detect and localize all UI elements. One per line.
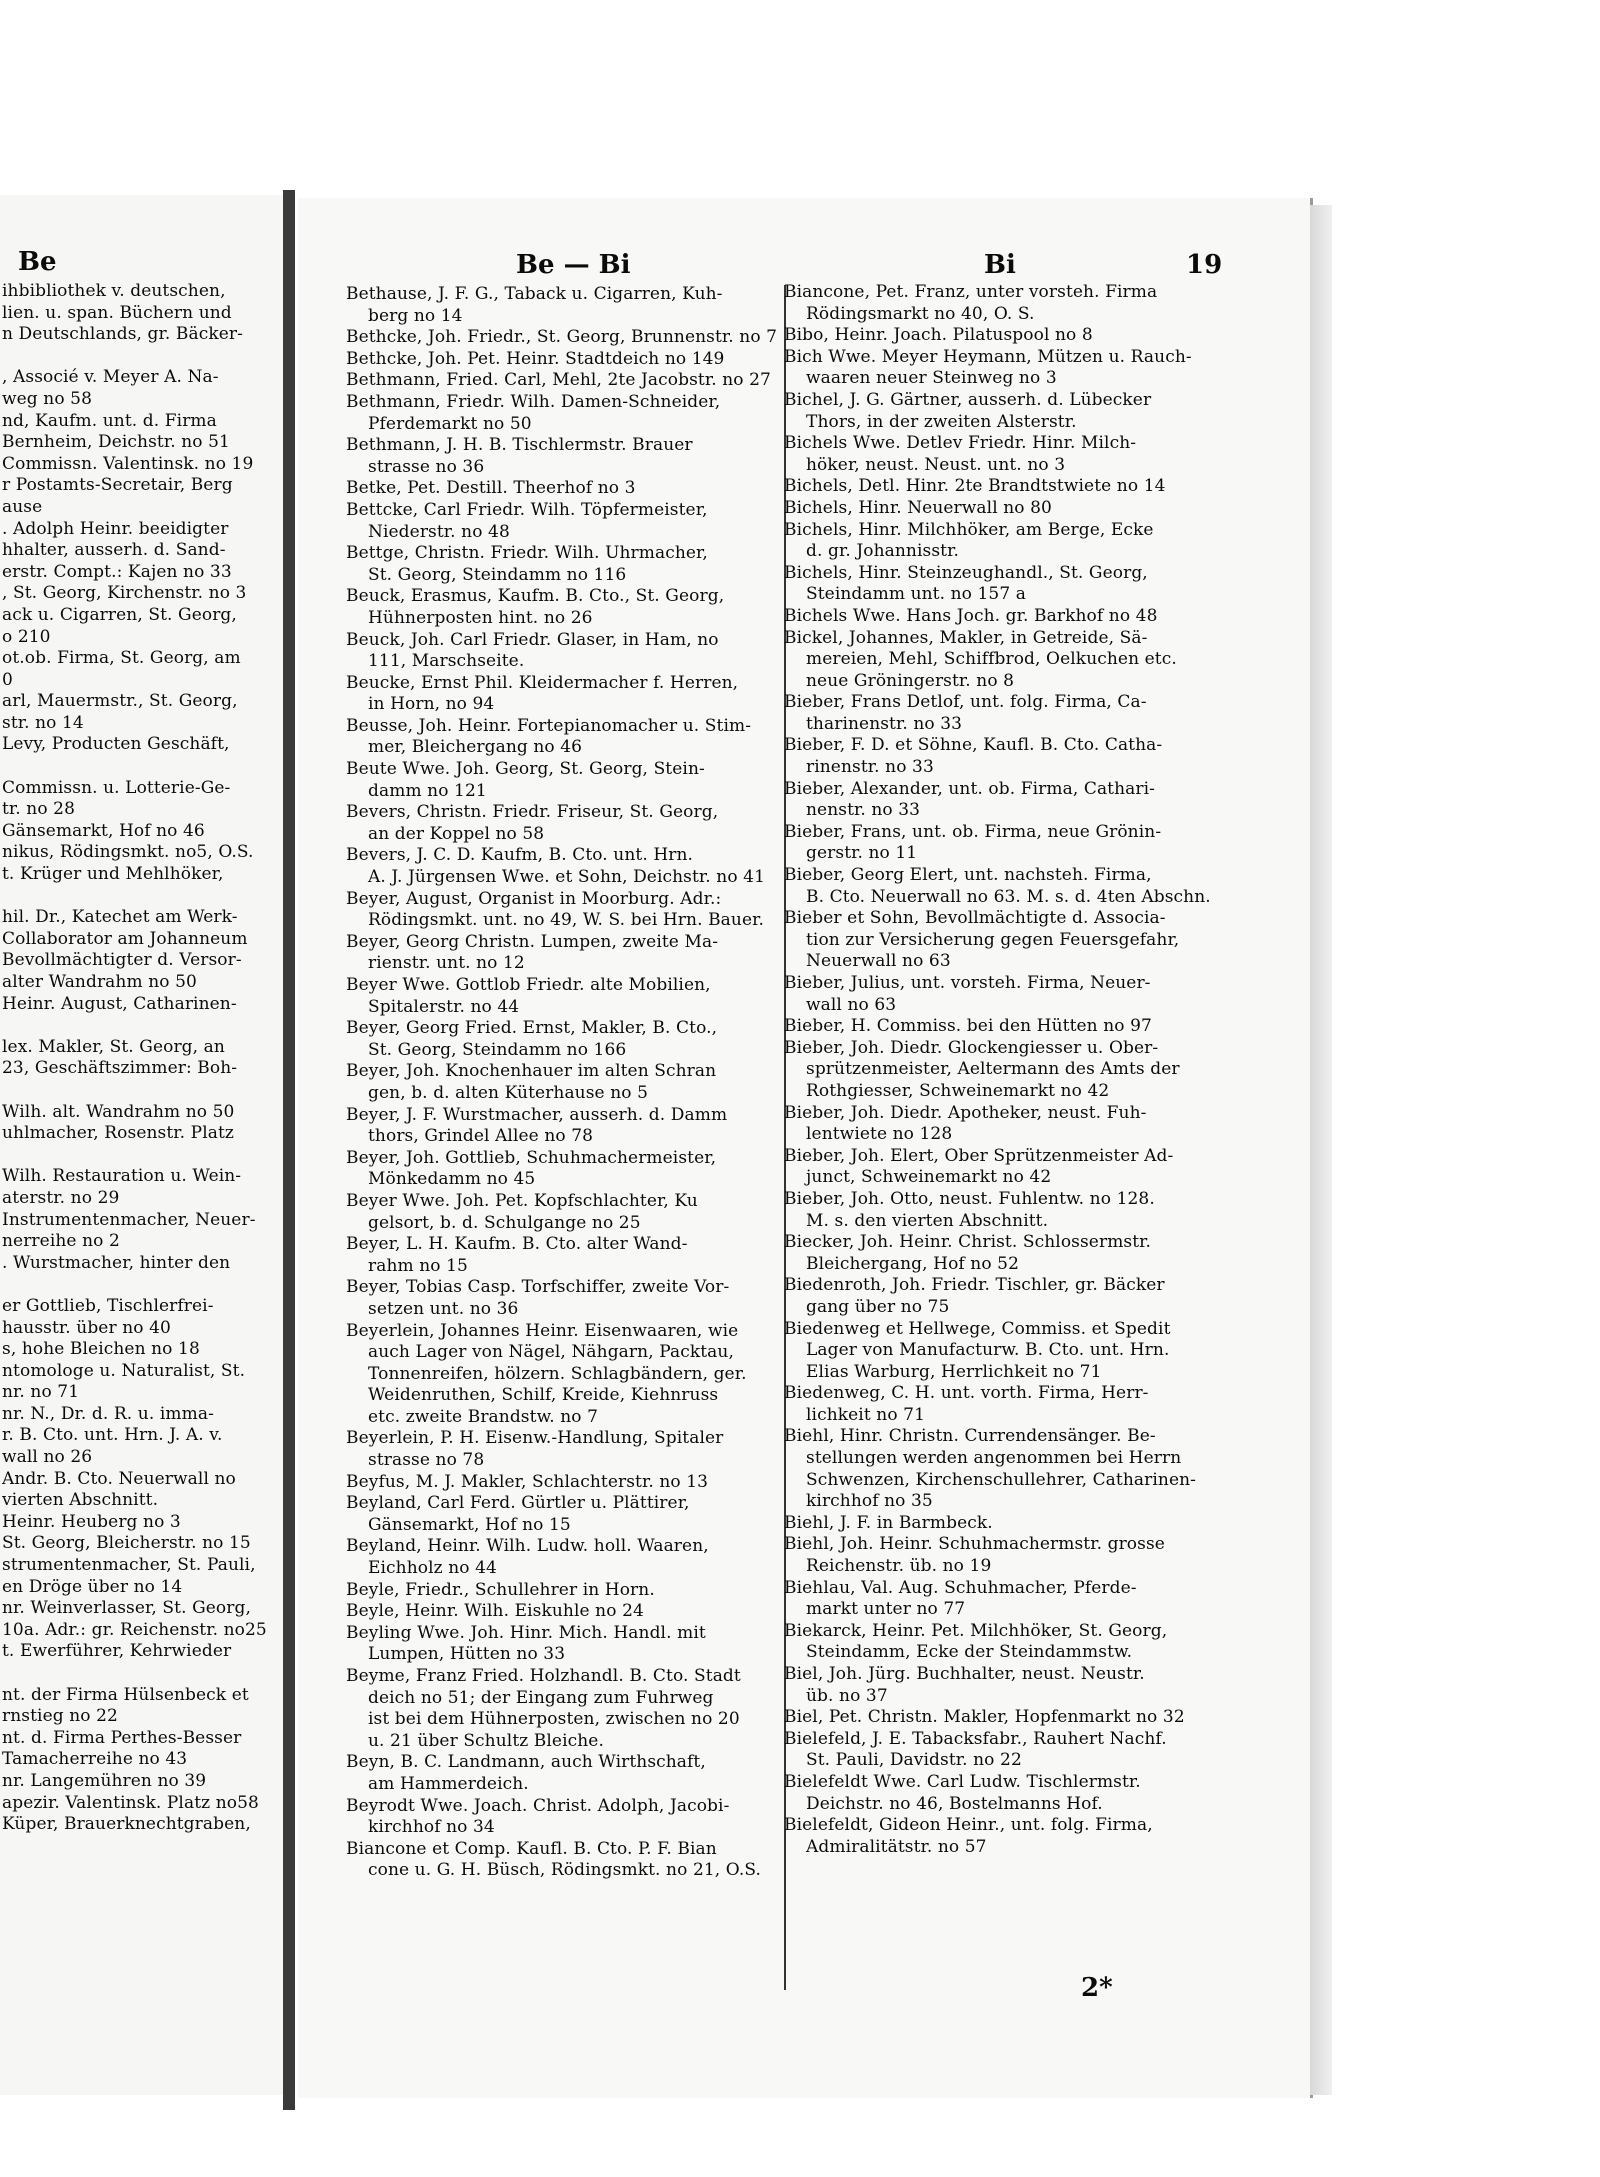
directory-entry-line: Bernheim, Deichstr. no 51 <box>2 432 230 453</box>
directory-entry-line: St. Georg, Steindamm no 116 <box>368 564 627 585</box>
directory-entry-line: Pferdemarkt no 50 <box>368 413 532 434</box>
directory-entry-line: 10a. Adr.: gr. Reichenstr. no25 <box>2 1619 267 1640</box>
directory-entry-line: Bieber, Georg Elert, unt. nachsteh. Firma, <box>784 865 1152 886</box>
directory-entry-line: waaren neuer Steinweg no 3 <box>806 368 1057 389</box>
directory-entry-line: weg no 58 <box>2 388 93 409</box>
directory-entry-line: A. J. Jürgensen Wwe. et Sohn, Deichstr. no 41 <box>368 867 766 888</box>
left-page-column <box>2 281 278 1836</box>
signature-mark: 2* <box>1081 1973 1113 2003</box>
directory-entry-line: Rödingsmkt. unt. no 49, W. S. bei Hrn. Bauer. <box>368 910 764 931</box>
directory-entry-line: hhalter, ausserh. d. Sand- <box>2 540 226 561</box>
directory-entry-line: auch Lager von Nägel, Nähgarn, Packtau, <box>368 1342 734 1363</box>
directory-entry-line: Bieber, Alexander, unt. ob. Firma, Cathari- <box>784 778 1156 799</box>
directory-entry-line: hil. Dr., Katechet am Werk- <box>2 907 238 928</box>
directory-entry-line: Beyling Wwe. Joh. Hinr. Mich. Handl. mit <box>346 1622 706 1643</box>
directory-entry-line: Bieber, Julius, unt. vorsteh. Firma, Neuer- <box>784 973 1151 993</box>
directory-entry-line: neue Gröningerstr. no 8 <box>806 670 1015 691</box>
directory-entry-line: ist bei dem Hühnerposten, zwischen no 20 <box>368 1709 740 1730</box>
directory-entry-line: Biancone, Pet. Franz, unter vorsteh. Firma <box>784 282 1158 302</box>
directory-entry-line: Commissn. u. Lotterie-Ge- <box>2 777 231 798</box>
page-number: 19 <box>1186 250 1223 280</box>
directory-entry-line: Bichels, Hinr. Milchhöker, am Berge, Ecke <box>784 519 1154 540</box>
directory-entry-line: tr. no 28 <box>2 799 76 820</box>
directory-entry-line: Beyland, Heinr. Wilh. Ludw. holl. Waaren, <box>346 1536 709 1557</box>
directory-entry-line <box>2 1015 278 1037</box>
directory-entry-line: s, hohe Bleichen no 18 <box>2 1339 200 1360</box>
directory-entry-line: alter Wandrahm no 50 <box>2 972 197 992</box>
directory-entry-line: Betke, Pet. Destill. Theerhof no 3 <box>346 478 636 499</box>
directory-entry-line: nr. Langemühren no 39 <box>2 1770 207 1791</box>
directory-entry-line: Beyerlein, P. H. Eisenw.-Handlung, Spitaler <box>346 1428 724 1449</box>
directory-entry-line: Beucke, Ernst Phil. Kleidermacher f. Herren, <box>346 672 739 693</box>
directory-entry-line: sprützenmeister, Aeltermann des Amts der <box>806 1059 1180 1080</box>
directory-entry-line: r Postamts-Secretair, Berg <box>2 475 233 496</box>
directory-entry-line: damm no 121 <box>368 780 487 801</box>
directory-entry-line: aterstr. no 29 <box>2 1187 120 1208</box>
directory-entry-line: Bieber, Joh. Diedr. Glockengiesser u. Ober- <box>784 1037 1159 1058</box>
right-page <box>298 198 1313 2098</box>
directory-entry-line: 111, Marschseite. <box>368 651 525 672</box>
directory-entry-line: höker, neust. Neust. unt. no 3 <box>806 454 1066 475</box>
directory-entry-line: ihbibliothek v. deutschen, <box>2 281 226 301</box>
directory-entry-line: Bleichergang, Hof no 52 <box>806 1253 1020 1274</box>
directory-entry-line: strasse no 36 <box>368 456 485 477</box>
directory-entry-line: lentwiete no 128 <box>806 1124 953 1145</box>
directory-entry-line: d. gr. Johannisstr. <box>806 541 959 562</box>
directory-entry-line: ause <box>2 496 43 517</box>
directory-entry-line: setzen unt. no 36 <box>368 1298 519 1319</box>
directory-entry-line: Biehl, J. F. in Barmbeck. <box>784 1512 993 1533</box>
directory-entry-line: Beyer, L. H. Kaufm. B. Cto. alter Wand- <box>346 1234 688 1255</box>
directory-entry-line: Eichholz no 44 <box>368 1558 497 1579</box>
directory-entry-line: Biehlau, Val. Aug. Schuhmacher, Pferde- <box>784 1577 1137 1598</box>
directory-entry-line: 23, Geschäftszimmer: Boh- <box>2 1058 238 1079</box>
directory-entry-line: wall no 26 <box>2 1447 93 1468</box>
directory-entry-line: berg no 14 <box>368 305 463 326</box>
directory-entry-line: . Wurstmacher, hinter den <box>2 1252 231 1273</box>
directory-entry-line: Bevers, Christn. Friedr. Friseur, St. Georg, <box>346 802 719 823</box>
directory-entry-line: Bieber, Joh. Otto, neust. Fuhlentw. no 128. <box>784 1188 1155 1209</box>
directory-entry-line: nr. N., Dr. d. R. u. imma- <box>2 1403 214 1424</box>
directory-entry-line: deich no 51; der Eingang zum Fuhrweg <box>368 1687 714 1708</box>
directory-entry-line: lichkeit no 71 <box>806 1404 925 1425</box>
directory-entry-line: Beyer Wwe. Joh. Pet. Kopfschlachter, Ku <box>346 1190 698 1211</box>
directory-entry-line: Bethcke, Joh. Friedr., St. Georg, Brunnenstr. no 7 <box>346 327 778 348</box>
directory-entry-line: Beute Wwe. Joh. Georg, St. Georg, Stein- <box>346 759 705 780</box>
directory-entry-line: , St. Georg, Kirchenstr. no 3 <box>2 583 247 604</box>
directory-entry-line: thors, Grindel Allee no 78 <box>368 1126 594 1147</box>
directory-entry-line: kirchhof no 35 <box>806 1491 933 1512</box>
directory-entry-line: Bielefeldt, Gideon Heinr., unt. folg. Firma, <box>784 1815 1153 1836</box>
directory-entry-line: markt unter no 77 <box>806 1599 966 1620</box>
directory-entry-line: rnstieg no 22 <box>2 1706 118 1727</box>
directory-entry-line: ot.ob. Firma, St. Georg, am <box>2 648 241 669</box>
directory-entry-line: Bichels Wwe. Hans Joch. gr. Barkhof no 48 <box>784 605 1158 626</box>
directory-entry-line: rienstr. unt. no 12 <box>368 953 525 974</box>
directory-entry-line: ack u. Cigarren, St. Georg, <box>2 604 237 625</box>
directory-entry-line: Biehl, Joh. Heinr. Schuhmachermstr. grosse <box>784 1534 1165 1555</box>
directory-entry-line: am Hammerdeich. <box>368 1773 529 1794</box>
directory-entry-line: nd, Kaufm. unt. d. Firma <box>2 410 217 431</box>
directory-entry-line: kirchhof no 34 <box>368 1817 495 1838</box>
directory-entry-line: Küper, Brauerknechtgraben, <box>2 1814 251 1835</box>
directory-entry-line: Andr. B. Cto. Neuerwall no <box>2 1468 236 1489</box>
directory-entry-line: rinenstr. no 33 <box>806 757 934 778</box>
directory-entry-line: Mönkedamm no 45 <box>368 1169 536 1190</box>
directory-entry-line: Bethause, J. F. G., Taback u. Cigarren, Kuh- <box>346 284 723 304</box>
directory-entry-line: Beyer Wwe. Gottlob Friedr. alte Mobilien, <box>346 975 711 995</box>
directory-entry-line: Bibo, Heinr. Joach. Pilatuspool no 8 <box>784 325 1093 346</box>
directory-entry-line: Beuck, Erasmus, Kaufm. B. Cto., St. Georg, <box>346 586 725 607</box>
directory-entry-line: Biedenweg, C. H. unt. vorth. Firma, Herr- <box>784 1383 1149 1404</box>
directory-entry-line: Beyme, Franz Fried. Holzhandl. B. Cto. Stadt <box>346 1666 741 1686</box>
directory-entry-line: Heinr. August, Catharinen- <box>2 993 237 1014</box>
left-page-header: Be <box>18 247 57 277</box>
directory-entry-line: wall no 63 <box>806 994 897 1015</box>
directory-entry-line: Wilh. Restauration u. Wein- <box>2 1166 242 1187</box>
directory-entry-line: Bieber, Joh. Elert, Ober Sprützenmeister Ad- <box>784 1145 1174 1166</box>
directory-entry-line: lien. u. span. Büchern und <box>2 302 232 323</box>
directory-entry-line: etc. zweite Brandstw. no 7 <box>368 1406 599 1427</box>
directory-entry-line: uhlmacher, Rosenstr. Platz <box>2 1123 234 1144</box>
directory-entry-line: nerreihe no 2 <box>2 1231 120 1252</box>
directory-entry-line: Bieber, Joh. Diedr. Apotheker, neust. Fuh- <box>784 1102 1147 1123</box>
directory-entry-line: Bichels Wwe. Detlev Friedr. Hinr. Milch- <box>784 433 1137 454</box>
directory-entry-line: Biancone et Comp. Kaufl. B. Cto. P. F. Bian <box>346 1838 717 1859</box>
directory-entry-line: stellungen werden angenommen bei Herrn <box>806 1448 1182 1469</box>
directory-entry-line: Gänsemarkt, Hof no 15 <box>368 1514 571 1535</box>
directory-entry-line: Bieber, Frans Detlof, unt. folg. Firma, Ca- <box>784 692 1147 713</box>
directory-entry-line: Beyer, Joh. Gottlieb, Schuhmachermeister, <box>346 1147 717 1168</box>
directory-entry-line: u. 21 über Schultz Bleiche. <box>368 1730 604 1751</box>
header-range: Be — Bi <box>516 250 631 280</box>
directory-entry-line: strasse no 78 <box>368 1450 485 1471</box>
directory-entry-line: Bichels, Hinr. Steinzeughandl., St. Georg, <box>784 562 1148 583</box>
directory-entry-line: tion zur Versicherung gegen Feuersgefahr, <box>806 929 1180 950</box>
directory-entry-line: Bielefeldt Wwe. Carl Ludw. Tischlermstr. <box>784 1771 1141 1792</box>
directory-entry-line: tharinenstr. no 33 <box>806 713 963 734</box>
directory-entry-line: Bieber et Sohn, Bevollmächtigte d. Associa- <box>784 908 1166 929</box>
directory-entry-line: Beyland, Carl Ferd. Gürtler u. Plättirer, <box>346 1493 690 1514</box>
directory-entry-line <box>2 1663 278 1685</box>
directory-entry-line: Biekarck, Heinr. Pet. Milchhöker, St. Georg, <box>784 1620 1168 1641</box>
header-right-key: Bi <box>984 250 1016 280</box>
directory-entry-line <box>2 1145 278 1167</box>
directory-entry-line: arl, Mauermstr., St. Georg, <box>2 691 238 712</box>
directory-entry-line: nenstr. no 33 <box>806 800 921 821</box>
directory-entry-line: an der Koppel no 58 <box>368 823 545 844</box>
directory-entry-line: mereien, Mehl, Schiffbrod, Oelkuchen etc. <box>806 649 1177 670</box>
directory-entry-line: Neuerwall no 63 <box>806 951 951 972</box>
directory-entry-line <box>2 886 278 908</box>
directory-entry-line: Beyer, J. F. Wurstmacher, ausserh. d. Damm <box>346 1104 728 1125</box>
directory-entry-line: rahm no 15 <box>368 1255 468 1276</box>
directory-entry-line: Bieber, F. D. et Söhne, Kaufl. B. Cto. Catha- <box>784 735 1163 756</box>
directory-entry-line: Beyer, August, Organist in Moorburg. Adr.: <box>346 888 722 909</box>
directory-entry-line: hausstr. über no 40 <box>2 1317 171 1338</box>
directory-entry-line: cone u. G. H. Büsch, Rödingsmkt. no 21, O.S. <box>368 1860 761 1881</box>
directory-entry-line: Bieber, Frans, unt. ob. Firma, neue Grönin- <box>784 821 1162 842</box>
directory-entry-line: gelsort, b. d. Schulgange no 25 <box>368 1212 641 1233</box>
directory-entry-line: t. Ewerführer, Kehrwieder <box>2 1641 232 1662</box>
directory-entry-line: üb. no 37 <box>806 1685 888 1706</box>
directory-entry-line: St. Pauli, Davidstr. no 22 <box>806 1750 1022 1771</box>
directory-entry-line: Biel, Joh. Jürg. Buchhalter, neust. Neustr. <box>784 1664 1145 1684</box>
directory-entry-line: Niederstr. no 48 <box>368 521 510 542</box>
directory-column-2 <box>784 282 1281 1858</box>
directory-entry-line: Commissn. Valentinsk. no 19 <box>2 453 254 474</box>
directory-entry-line: Beusse, Joh. Heinr. Fortepianomacher u. Stim- <box>346 715 752 736</box>
directory-entry-line: Bichels, Hinr. Neuerwall no 80 <box>784 497 1052 518</box>
directory-entry-line: . Adolph Heinr. beeidigter <box>2 518 229 539</box>
directory-entry-line: Bevers, J. C. D. Kaufm, B. Cto. unt. Hrn. <box>346 845 694 866</box>
directory-entry-line: strumentenmacher, St. Pauli, <box>2 1555 256 1576</box>
directory-entry-line: gerstr. no 11 <box>806 843 918 864</box>
directory-entry-line: in Horn, no 94 <box>368 694 495 715</box>
directory-entry-line: Collaborator am Johanneum <box>2 928 248 949</box>
directory-entry-line: Biehl, Hinr. Christn. Currendensänger. Be- <box>784 1426 1156 1447</box>
directory-entry-line: Biedenroth, Joh. Friedr. Tischler, gr. Bäcker <box>784 1275 1165 1296</box>
directory-entry-line: gang über no 75 <box>806 1296 950 1317</box>
directory-entry-line: Deichstr. no 46, Bostelmanns Hof. <box>806 1793 1103 1814</box>
directory-entry-line: Bettge, Christn. Friedr. Wilh. Uhrmacher, <box>346 543 708 564</box>
directory-entry-line: B. Cto. Neuerwall no 63. M. s. d. 4ten Abschn. <box>806 886 1211 907</box>
directory-entry-line: 0 <box>2 669 13 690</box>
directory-entry-line: , Associé v. Meyer A. Na- <box>2 367 219 388</box>
directory-entry-line: gen, b. d. alten Küterhause no 5 <box>368 1082 649 1103</box>
directory-entry-line: St. Georg, Bleicherstr. no 15 <box>2 1533 251 1554</box>
directory-entry-line: er Gottlieb, Tischlerfrei- <box>2 1295 214 1316</box>
directory-entry-line: Tamacherreihe no 43 <box>2 1749 188 1770</box>
directory-entry-line: Spitalerstr. no 44 <box>368 996 520 1017</box>
directory-entry-line: apezir. Valentinsk. Platz no58 <box>2 1792 259 1813</box>
directory-entry-line: Biecker, Joh. Heinr. Christ. Schlossermstr. <box>784 1232 1152 1253</box>
directory-entry-line: Beyer, Georg Fried. Ernst, Makler, B. Cto., <box>346 1018 718 1039</box>
directory-entry-line: Thors, in der zweiten Alsterstr. <box>806 411 1077 432</box>
directory-entry-line: nr. Weinverlasser, St. Georg, <box>2 1598 251 1619</box>
directory-entry-line: nikus, Rödingsmkt. no5, O.S. <box>2 842 254 863</box>
directory-entry-line: vierten Abschnitt. <box>2 1490 159 1511</box>
directory-entry-line: Bevollmächtigter d. Versor- <box>2 950 242 971</box>
directory-entry-line: Rödingsmarkt no 40, O. S. <box>806 303 1035 324</box>
directory-entry-line <box>2 346 278 368</box>
directory-entry-line: Beyrodt Wwe. Joach. Christ. Adolph, Jacobi- <box>346 1795 730 1816</box>
directory-entry-line <box>2 1080 278 1102</box>
directory-entry-line: Biel, Pet. Christn. Makler, Hopfenmarkt no 32 <box>784 1707 1185 1728</box>
directory-entry-line: erstr. Compt.: Kajen no 33 <box>2 561 232 582</box>
directory-entry-line: Beuck, Joh. Carl Friedr. Glaser, in Ham, no <box>346 629 719 650</box>
directory-entry-line: junct, Schweinemarkt no 42 <box>806 1167 1052 1188</box>
directory-entry-line: Steindamm, Ecke der Steindammstw. <box>806 1642 1133 1663</box>
directory-entry-line: Lager von Manufacturw. B. Cto. unt. Hrn. <box>806 1340 1170 1361</box>
directory-entry-line: Bichels, Detl. Hinr. 2te Brandtstwiete no 14 <box>784 476 1166 497</box>
directory-entry-line: Beyer, Tobias Casp. Torfschiffer, zweite Vor- <box>346 1277 730 1298</box>
directory-entry-line: Bielefeld, J. E. Tabacksfabr., Rauhert Nachf. <box>784 1728 1167 1749</box>
directory-entry-line: Bethmann, Friedr. Wilh. Damen-Schneider, <box>346 391 721 412</box>
directory-entry-line: Schwenzen, Kirchenschullehrer, Catharinen- <box>806 1469 1196 1490</box>
directory-entry-line: Rothgiesser, Schweinemarkt no 42 <box>806 1080 1110 1101</box>
directory-entry-line: Beyle, Heinr. Wilh. Eiskuhle no 24 <box>346 1601 644 1622</box>
directory-column-1 <box>346 284 839 1882</box>
directory-entry-line: Bich Wwe. Meyer Heymann, Mützen u. Rauch- <box>784 346 1192 367</box>
directory-entry-line: Bethcke, Joh. Pet. Heinr. Stadtdeich no 149 <box>346 348 725 369</box>
directory-entry-line: mer, Bleichergang no 46 <box>368 737 583 758</box>
directory-entry-line: Weidenruthen, Schilf, Kreide, Kiehnruss <box>368 1385 719 1406</box>
directory-entry-line: Bichel, J. G. Gärtner, ausserh. d. Lübecker <box>784 389 1152 410</box>
directory-entry-line <box>2 1274 278 1296</box>
directory-entry-line: Bieber, H. Commiss. bei den Hütten no 97 <box>784 1016 1152 1037</box>
directory-entry-line: Gänsemarkt, Hof no 46 <box>2 820 205 841</box>
directory-entry-line: Beyn, B. C. Landmann, auch Wirthschaft, <box>346 1752 706 1773</box>
directory-entry-line: r. B. Cto. unt. Hrn. J. A. v. <box>2 1425 223 1446</box>
directory-entry-line: t. Krüger und Mehlhöker, <box>2 864 224 885</box>
directory-entry-line: nt. d. Firma Perthes-Besser <box>2 1727 242 1748</box>
directory-entry-line: Lumpen, Hütten no 33 <box>368 1644 566 1665</box>
directory-entry-line: n Deutschlands, gr. Bäcker- <box>2 324 243 345</box>
directory-entry-line: Bethmann, J. H. B. Tischlermstr. Brauer <box>346 435 693 456</box>
directory-entry-line: Reichenstr. üb. no 19 <box>806 1556 992 1577</box>
directory-entry-line: Biedenweg et Hellwege, Commiss. et Spedit <box>784 1318 1171 1339</box>
directory-entry-line: Bettcke, Carl Friedr. Wilh. Töpfermeister, <box>346 499 708 520</box>
directory-entry-line: Beyer, Georg Christn. Lumpen, zweite Ma- <box>346 931 719 952</box>
directory-entry-line: Hühnerposten hint. no 26 <box>368 607 593 628</box>
book-gutter <box>283 190 295 2110</box>
directory-entry-line: Beyle, Friedr., Schullehrer in Horn. <box>346 1579 655 1600</box>
directory-entry-line: Bickel, Johannes, Makler, in Getreide, Sä- <box>784 627 1148 648</box>
directory-entry-line: Beyfus, M. J. Makler, Schlachterstr. no 13 <box>346 1471 709 1492</box>
directory-entry-line: Elias Warburg, Herrlichkeit no 71 <box>806 1361 1102 1382</box>
directory-entry-line: nt. der Firma Hülsenbeck et <box>2 1684 249 1705</box>
directory-entry-line: Beyer, Joh. Knochenhauer im alten Schran <box>346 1061 717 1082</box>
directory-entry-line: Instrumentenmacher, Neuer- <box>2 1209 256 1230</box>
directory-entry-line: St. Georg, Steindamm no 166 <box>368 1039 627 1060</box>
directory-entry-line: Beyerlein, Johannes Heinr. Eisenwaaren, wie <box>346 1320 739 1341</box>
directory-entry-line: en Dröge über no 14 <box>2 1576 183 1597</box>
directory-entry-line: Heinr. Heuberg no 3 <box>2 1511 181 1532</box>
directory-entry-line: nr. no 71 <box>2 1382 80 1403</box>
directory-entry-line: Wilh. alt. Wandrahm no 50 <box>2 1101 235 1122</box>
directory-entry-line: M. s. den vierten Abschnitt. <box>806 1210 1049 1231</box>
directory-entry-line: Levy, Producten Geschäft, <box>2 734 230 755</box>
directory-entry-line <box>2 756 278 778</box>
directory-entry-line: str. no 14 <box>2 712 84 733</box>
left-page <box>0 195 283 2095</box>
directory-entry-line: o 210 <box>2 626 51 647</box>
directory-entry-line: lex. Makler, St. Georg, an <box>2 1036 225 1057</box>
directory-entry-line: ntomologe u. Naturalist, St. <box>2 1360 246 1381</box>
directory-entry-line: Steindamm unt. no 157 a <box>806 584 1026 605</box>
directory-entry-line: Admiralitätstr. no 57 <box>806 1836 987 1857</box>
page-edge <box>1310 205 1332 2095</box>
directory-entry-line: Bethmann, Fried. Carl, Mehl, 2te Jacobstr. no 27 <box>346 370 771 391</box>
directory-entry-line: Tonnenreifen, hölzern. Schlagbändern, ger. <box>368 1363 747 1384</box>
